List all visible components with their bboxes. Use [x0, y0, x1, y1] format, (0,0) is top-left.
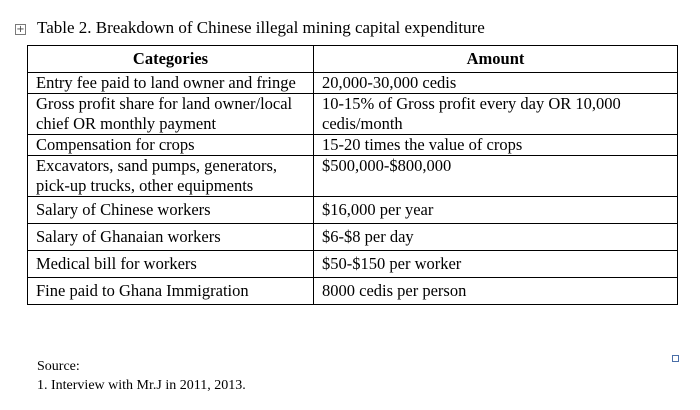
- amount-cell: 8000 cedis per person: [314, 278, 678, 305]
- header-amount: Amount: [314, 46, 678, 73]
- amount-cell: 20,000-30,000 cedis: [314, 73, 678, 94]
- expenditure-table: [27, 45, 678, 305]
- table-row: [28, 251, 678, 278]
- source-label: Source:: [37, 359, 80, 374]
- table-resize-handle-icon[interactable]: [672, 355, 679, 362]
- category-cell: Entry fee paid to land owner and fringe: [28, 73, 314, 94]
- amount-cell: 10-15% of Gross profit every day OR 10,000 cedis/month: [314, 94, 678, 135]
- amount-cell: $16,000 per year: [314, 197, 678, 224]
- table-row: [28, 135, 678, 156]
- header-categories: Categories: [28, 46, 314, 73]
- source-reference: 1. Interview with Mr.J in 2011, 2013.: [37, 378, 246, 393]
- table-row: [28, 94, 678, 135]
- table-row: [28, 73, 678, 94]
- category-cell: Compensation for crops: [28, 135, 314, 156]
- category-cell: Medical bill for workers: [28, 251, 314, 278]
- source-note: [37, 357, 246, 395]
- table-row: [28, 224, 678, 251]
- category-cell: Salary of Ghanaian workers: [28, 224, 314, 251]
- category-cell: Salary of Chinese workers: [28, 197, 314, 224]
- table-row: [28, 278, 678, 305]
- category-cell: Fine paid to Ghana Immigration: [28, 278, 314, 305]
- table-caption: Table 2. Breakdown of Chinese illegal mining capital expenditure: [37, 18, 485, 37]
- category-cell: Excavators, sand pumps, generators, pick-up trucks, other equipments: [28, 156, 314, 197]
- table-row: [28, 156, 678, 197]
- table-row: [28, 197, 678, 224]
- table-header-row: [28, 46, 678, 73]
- table-move-handle-icon[interactable]: +: [16, 24, 25, 35]
- amount-cell: $6-$8 per day: [314, 224, 678, 251]
- amount-cell: $500,000-$800,000: [314, 156, 678, 197]
- amount-cell: 15-20 times the value of crops: [314, 135, 678, 156]
- category-cell: Gross profit share for land owner/local chief OR monthly payment: [28, 94, 314, 135]
- amount-cell: $50-$150 per worker: [314, 251, 678, 278]
